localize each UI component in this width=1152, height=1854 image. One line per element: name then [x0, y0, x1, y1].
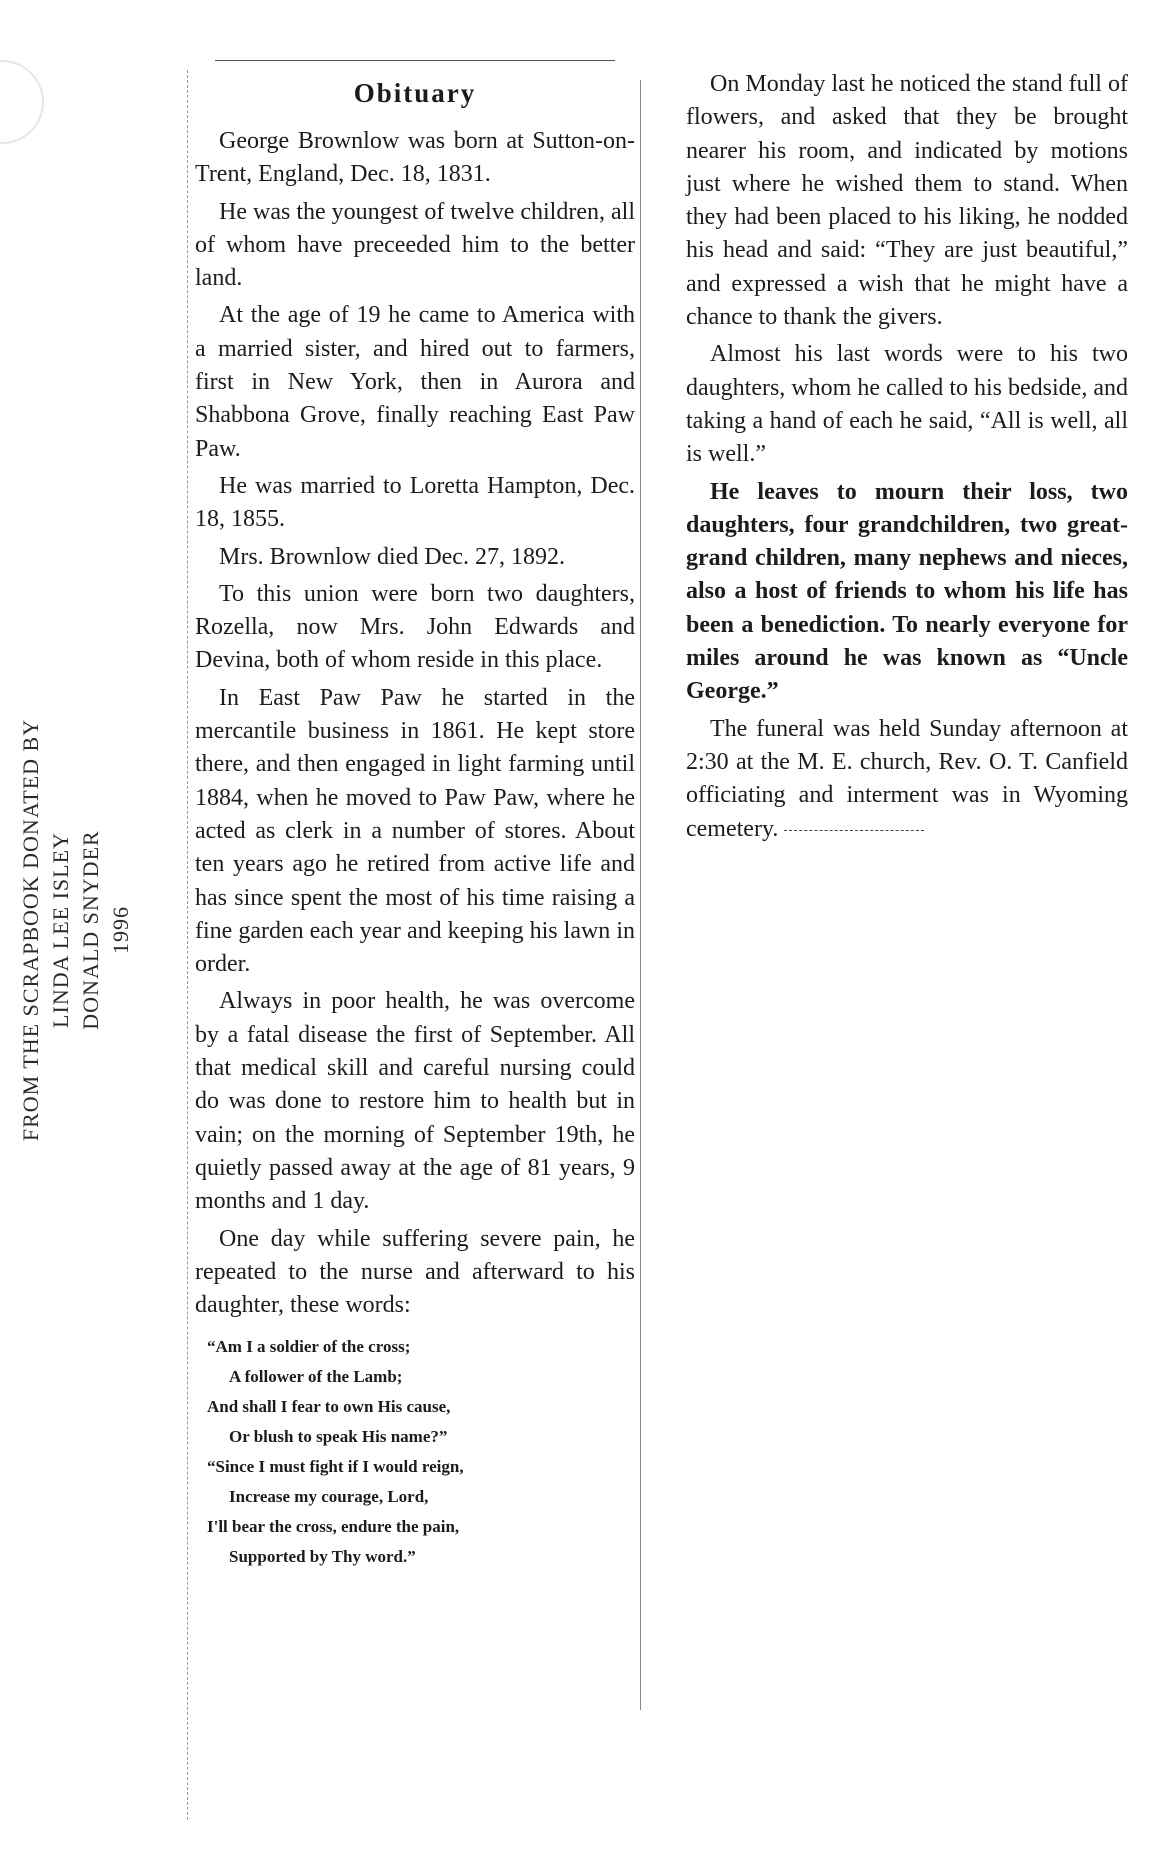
hymn-verse [195, 1332, 635, 1572]
donation-line-4: 1996 [108, 906, 133, 954]
paragraph-flowers: On Monday last he noticed the stand full of flowers, and asked that they be brought nearer his room, and indicated by motions just where he wished them to stand. When they had been placed to his liking, he nodded his head and said: “They are just beautiful,” and expressed a wish that he might have a chance to thank the givers. [686, 71, 1128, 331]
article-heading: Obituary [353, 78, 477, 108]
paragraph-emigration: At the age of 19 he came to America with a married sister, and hired out to farmers, first in New York, then in Aurora and Shabbona Grove, finally reaching East Paw Paw. [195, 302, 635, 462]
paragraph-siblings: He was the youngest of twelve children, all of whom have preceeded him to the better land. [195, 198, 635, 292]
paragraph-illness: Always in poor health, he was overcome by a fatal disease the first of September. All that medical skill and careful nursing could do was done to restore him to health but in vain; on the morning of September 19th, he quietly passed away at the age of 81 years, 9 months and 1 day. [195, 988, 635, 1215]
verse-line: “Am I a soldier of the cross; [207, 1337, 411, 1357]
verse-line: I'll bear the cross, endure the pain, [207, 1517, 460, 1537]
verse-line: “Since I must fight if I would reign, [207, 1457, 464, 1477]
verse-line: A follower of the Lamb; [229, 1367, 403, 1387]
paragraph-daughters: To this union were born two daughters, Rozella, now Mrs. John Edwards and Devina, both of whom reside in this place. [195, 580, 635, 674]
verse-line: Increase my courage, Lord, [229, 1487, 429, 1507]
verse-line: Or blush to speak His name?” [229, 1427, 448, 1447]
donation-note [0, 630, 180, 1230]
funeral-text: The funeral was held Sunday afternoon at 2:30 at the M. E. church, Rev. O. T. Canfield officiating and interment was in Wyoming cemetery. [686, 715, 1128, 842]
paragraph-survivors: He leaves to mourn their loss, two daughters, four grandchildren, two great-grand children, many nephews and nieces, also a host of friends to whom his life has been a benediction. To nearly everyone for miles around he was known as “Uncle George.” [686, 478, 1128, 705]
paragraph-career: In East Paw Paw he started in the mercantile business in 1861. He kept store there, and then engaged in light farming until 1884, when he moved to Paw Paw, where he acted as clerk in a number of stores. About ten years ago he retired from active life and has since spent the most of his time raising a fine garden each year and keeping his lawn in order. [195, 684, 635, 978]
paragraph-last-words: Almost his last words were to his two daughters, whom he called to his bedside, and taking a hand of each he said, “All is well, all is well.” [686, 341, 1128, 468]
paragraph-wife-death: Mrs. Brownlow died Dec. 27, 1892. [219, 543, 565, 570]
donation-line-1: FROM THE SCRAPBOOK DONATED BY [18, 718, 43, 1142]
corner-mark [0, 60, 44, 144]
verse-line: And shall I fear to own His cause, [207, 1397, 451, 1417]
verse-line: Supported by Thy word.” [229, 1547, 416, 1567]
paragraph-funeral [686, 713, 1128, 846]
paragraph-nurse: One day while suffering severe pain, he repeated to the nurse and afterward to his daughter, these words: [195, 1225, 635, 1319]
donation-line-3: DONALD SNYDER [78, 830, 103, 1030]
end-rule [784, 829, 924, 831]
heading-area [215, 60, 615, 121]
clipping-left-column [195, 60, 635, 1830]
paragraph-marriage: He was married to Loretta Hampton, Dec. 18, 1855. [195, 472, 635, 533]
donation-line-2: LINDA LEE ISLEY [48, 832, 73, 1028]
clipping-right-column [686, 68, 1128, 1058]
paragraph-birth: George Brownlow was born at Sutton-on-Trent, England, Dec. 18, 1831. [195, 128, 635, 188]
